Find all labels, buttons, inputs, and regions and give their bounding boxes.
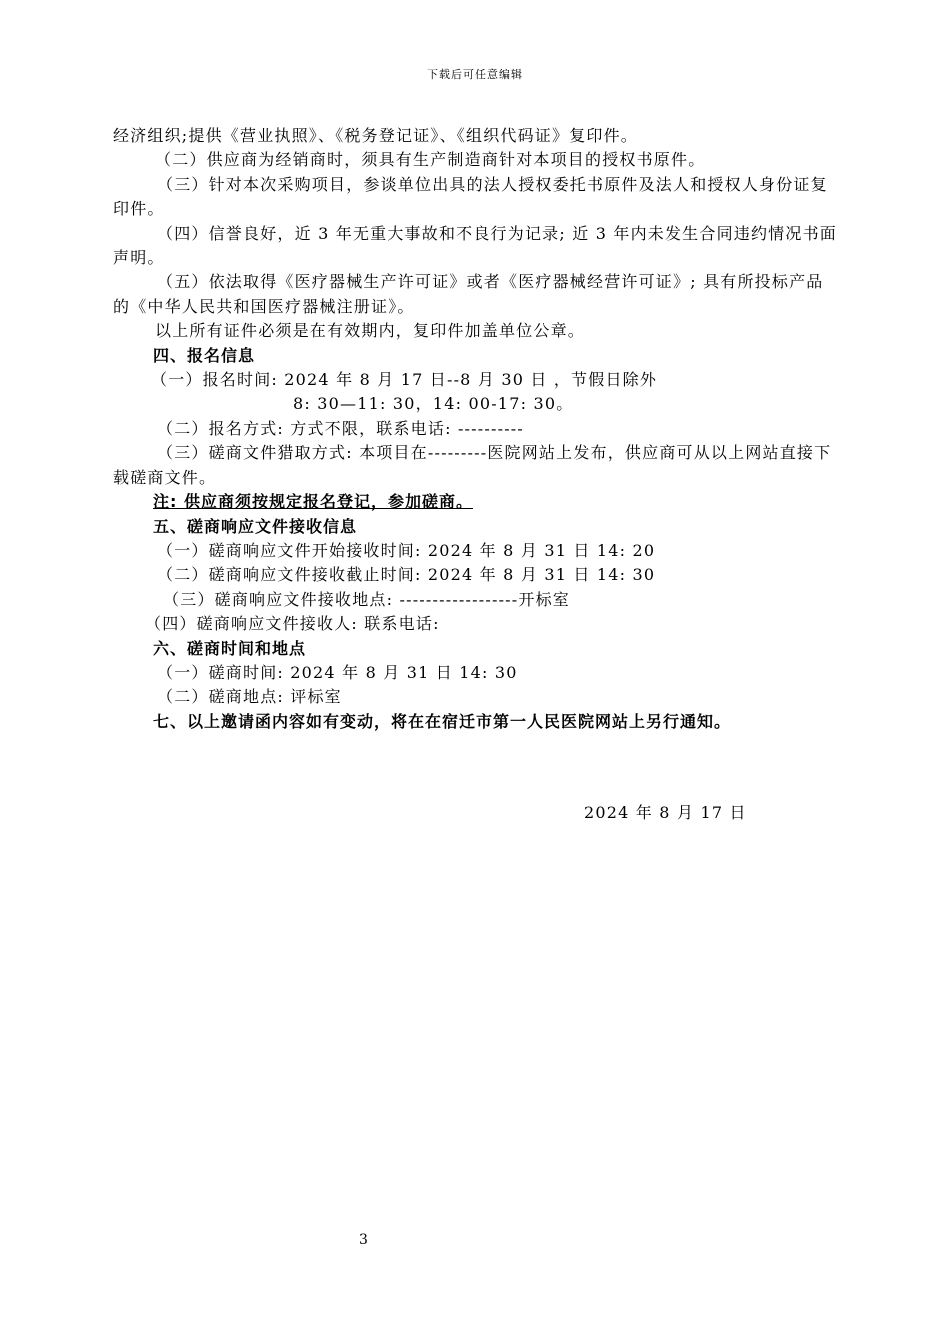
requirement-item-3-text: （三）针对本次采购项目，参谈单位出具的法人授权委托书原件及法人和授权人身份证复印件。 (113, 174, 828, 219)
requirement-item-4 (113, 222, 837, 271)
response-start-time: （一）磋商响应文件开始接收时间: 2024 年 8 月 31 日 14: 20 (157, 540, 656, 560)
certificate-validity-note: 以上所有证件必须是在有效期内，复印件加盖单位公章。 (155, 321, 586, 341)
section-heading-negotiation: 六、磋商时间和地点 (153, 638, 307, 658)
document-date: 2024 年 8 月 17 日 (584, 803, 747, 822)
requirement-item-3 (113, 173, 837, 222)
registration-method: （二）报名方式: 方式不限，联系电话: ---------- (157, 418, 525, 438)
registration-hours: 8: 30—11: 30，14: 00-17: 30。 (293, 394, 574, 414)
registration-note (113, 490, 837, 514)
response-recipient: （四）磋商响应文件接收人: 联系电话: (145, 614, 440, 634)
negotiation-location: （二）磋商地点: 评标室 (157, 687, 342, 707)
document-acquisition-text: （三）磋商文件猎取方式: 本项目在---------医院网站上发布，供应商可从以上网站直接下载磋商文件。 (113, 443, 832, 487)
document-acquisition (113, 441, 837, 490)
section-heading-registration: 四、报名信息 (153, 345, 256, 365)
requirement-item-5-text: （五）依法取得《医疗器械生产许可证》或者《医疗器械经营许可证》; 具有所投标产品的《中华人民共和国医疗器械注册证》。 (113, 272, 824, 316)
response-location: （三）磋商响应文件接收地点: ------------------开标室 (163, 589, 570, 609)
document-body (113, 124, 837, 734)
response-deadline: （二）磋商响应文件接收截止时间: 2024 年 8 月 31 日 14: 30 (157, 565, 656, 585)
registration-note-text: 注: 供应商须按规定报名登记，参加磋商。 (153, 492, 473, 512)
requirement-item-5 (113, 270, 837, 319)
requirement-item-2: （二）供应商为经销商时，须具有生产制造商针对本项目的授权书原件。 (155, 150, 706, 170)
section-heading-response-documents: 五、磋商响应文件接收信息 (153, 516, 358, 536)
page-header: 下载后可任意编辑 (427, 68, 523, 81)
paragraph-continuation: 经济组织;提供《营业执照》、《税务登记证》、《组织代码证》复印件。 (113, 126, 638, 145)
negotiation-time: （一）磋商时间: 2024 年 8 月 31 日 14: 30 (157, 662, 518, 682)
requirement-item-4-text: （四）信誉良好，近 3 年无重大事故和不良行为记录; 近 3 年内未发生合同违约情况书面声明。 (113, 223, 837, 268)
registration-time: （一）报名时间: 2024 年 8 月 17 日--8 月 30 日 ，节假日除外 (151, 370, 658, 390)
section-heading-changes-notice: 七、以上邀请函内容如有变动，将在在宿迁市第一人民医院网站上另行通知。 (153, 711, 732, 731)
page-number: 3 (359, 1232, 368, 1248)
